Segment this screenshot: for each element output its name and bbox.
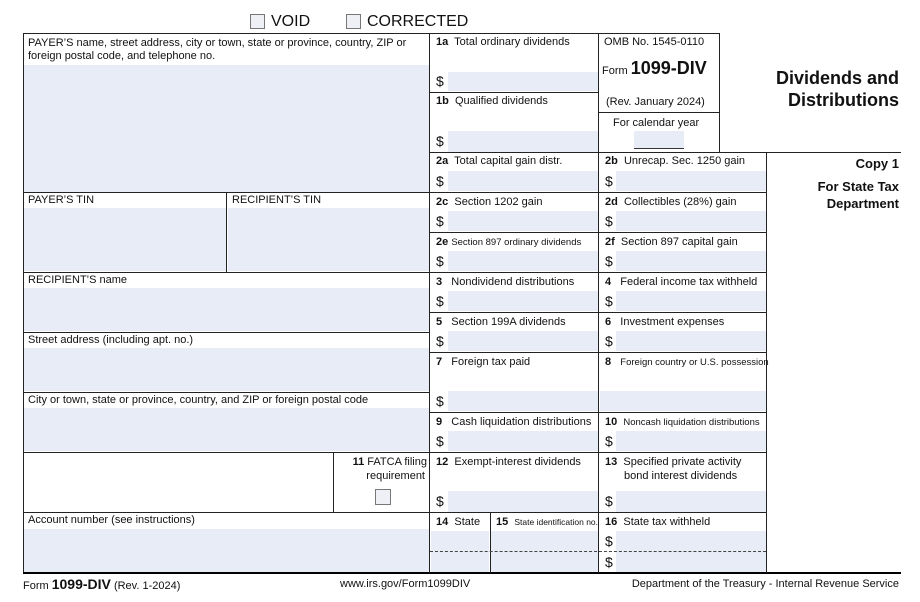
fatca-label-line1: FATCA filing [367, 456, 427, 468]
box-2f-dollar: $ [605, 253, 613, 269]
calendar-year-field[interactable] [634, 131, 684, 148]
city-label: City or town, state or province, country, and ZIP or foreign postal code [28, 394, 369, 406]
box-3-field[interactable] [448, 291, 598, 311]
box-14-label: 14 State [436, 516, 481, 528]
box-6-dollar: $ [605, 333, 613, 349]
box-6-label: 6 Investment expenses [605, 316, 725, 328]
copy-desc-line2: Department [826, 196, 899, 211]
account-number-label: Account number (see instructions) [28, 514, 195, 526]
void-label: VOID [271, 13, 311, 30]
footer-form-name: 1099-DIV [51, 576, 111, 592]
box-9-label: 9 Cash liquidation distributions [436, 416, 592, 428]
corrected-checkbox[interactable] [346, 14, 361, 29]
payer-name-field[interactable] [24, 65, 429, 192]
fatca-checkbox[interactable] [375, 489, 391, 505]
box-1a-dollar: $ [436, 73, 444, 89]
account-number-field[interactable] [24, 529, 429, 572]
box-2f-label: 2f Section 897 capital gain [605, 236, 738, 248]
omb-revision: (Rev. January 2024) [606, 96, 705, 108]
box-12-field[interactable] [448, 491, 598, 512]
box-2d-dollar: $ [605, 213, 613, 229]
box-5-field[interactable] [448, 331, 598, 351]
footer-form-label [23, 576, 180, 594]
box-16-dollar-1: $ [605, 533, 613, 549]
recipient-tin-field[interactable] [228, 208, 429, 271]
payer-tin-field[interactable] [24, 208, 226, 271]
box-16-label: 16 State tax withheld [605, 516, 711, 528]
box-13-dollar: $ [605, 493, 613, 509]
omb-form-name: 1099-DIV [630, 58, 707, 78]
street-address-label: Street address (including apt. no.) [28, 334, 194, 346]
box-2e-label: 2e Section 897 ordinary dividends [436, 236, 582, 248]
omb-number: OMB No. 1545-0110 [604, 36, 705, 48]
box-6-field[interactable] [616, 331, 766, 351]
copy-desc-line1: For State Tax [817, 179, 899, 194]
payer-tin-label: PAYER’S TIN [28, 194, 95, 206]
box-2a-label: 2a Total capital gain distr. [436, 155, 563, 167]
recipient-name-field[interactable] [24, 288, 429, 331]
box-5-dollar: $ [436, 333, 444, 349]
box-12-label: 12 Exempt-interest dividends [436, 456, 581, 468]
form-title-line1: Dividends and [775, 68, 899, 88]
box-8-field[interactable] [600, 391, 766, 411]
city-field[interactable] [24, 408, 429, 451]
omb-form-prefix: Form [602, 65, 628, 77]
box-3-dollar: $ [436, 293, 444, 309]
box-12-dollar: $ [436, 493, 444, 509]
box-2d-label: 2d Collectibles (28%) gain [605, 196, 737, 208]
box-13-label: 13 Specified private activity [605, 456, 742, 468]
box-10-label: 10 Noncash liquidation distributions [605, 416, 760, 428]
box-1a-label: 1a Total ordinary dividends [436, 36, 570, 48]
box-4-label: 4 Federal income tax withheld [605, 276, 758, 288]
box-2c-field[interactable] [448, 211, 598, 231]
box-2f-field[interactable] [616, 251, 766, 271]
box-1a-field[interactable] [448, 72, 598, 91]
box-16-dollar-2: $ [605, 554, 613, 570]
box-4-dollar: $ [605, 293, 613, 309]
box-1b-label: 1b Qualified dividends [436, 95, 548, 107]
void-checkbox[interactable] [250, 14, 265, 29]
box-1b-field[interactable] [448, 131, 598, 152]
box-3-label: 3 Nondividend distributions [436, 276, 575, 288]
box-10-field[interactable] [616, 431, 766, 451]
fatca-number: 11 [352, 456, 365, 468]
box-2c-label: 2c Section 1202 gain [436, 196, 543, 208]
box-2b-dollar: $ [605, 173, 613, 189]
box-4-field[interactable] [616, 291, 766, 311]
box-10-dollar: $ [605, 433, 613, 449]
box-8-label: 8 Foreign country or U.S. possession [605, 356, 769, 368]
box-15-label: 15 State identification no. [496, 516, 599, 528]
fatca-label-line2: requirement [366, 470, 425, 482]
omb-form-label [602, 58, 707, 78]
footer-department: Department of the Treasury - Internal Revenue Service [631, 578, 899, 590]
box-7-dollar: $ [436, 393, 444, 409]
calendar-year-label: For calendar year [613, 117, 700, 129]
corrected-label: CORRECTED [367, 13, 469, 30]
box-2c-dollar: $ [436, 213, 444, 229]
fatca-label [337, 456, 427, 469]
footer-form-prefix: Form [23, 580, 49, 592]
footer-form-rev: (Rev. 1-2024) [113, 580, 181, 592]
box-2e-dollar: $ [436, 253, 444, 269]
box-2a-field[interactable] [448, 171, 598, 191]
box-13-field[interactable] [616, 491, 766, 512]
box-2e-field[interactable] [448, 251, 598, 271]
form-title-line2: Distributions [788, 90, 899, 110]
street-address-field[interactable] [24, 348, 429, 391]
recipient-tin-label: RECIPIENT’S TIN [232, 194, 322, 206]
box-9-dollar: $ [436, 433, 444, 449]
box-2a-dollar: $ [436, 173, 444, 189]
box-2b-label: 2b Unrecap. Sec. 1250 gain [605, 155, 746, 167]
box-1b-dollar: $ [436, 133, 444, 149]
box-13-label-line2: bond interest dividends [624, 470, 738, 482]
copy-label: Copy 1 [855, 156, 899, 171]
box-7-field[interactable] [448, 391, 598, 411]
footer-url[interactable]: www.irs.gov/Form1099DIV [340, 578, 471, 590]
box-2b-field[interactable] [616, 171, 766, 191]
box-7-label: 7 Foreign tax paid [436, 356, 531, 368]
box-9-field[interactable] [448, 431, 598, 451]
payer-name-label: PAYER’S name, street address, city or town, state or province, country, ZIP or foreign postal code, and telephone no. [28, 37, 407, 62]
box-5-label: 5 Section 199A dividends [436, 316, 566, 328]
box-2d-field[interactable] [616, 211, 766, 231]
recipient-name-label: RECIPIENT’S name [28, 274, 128, 286]
